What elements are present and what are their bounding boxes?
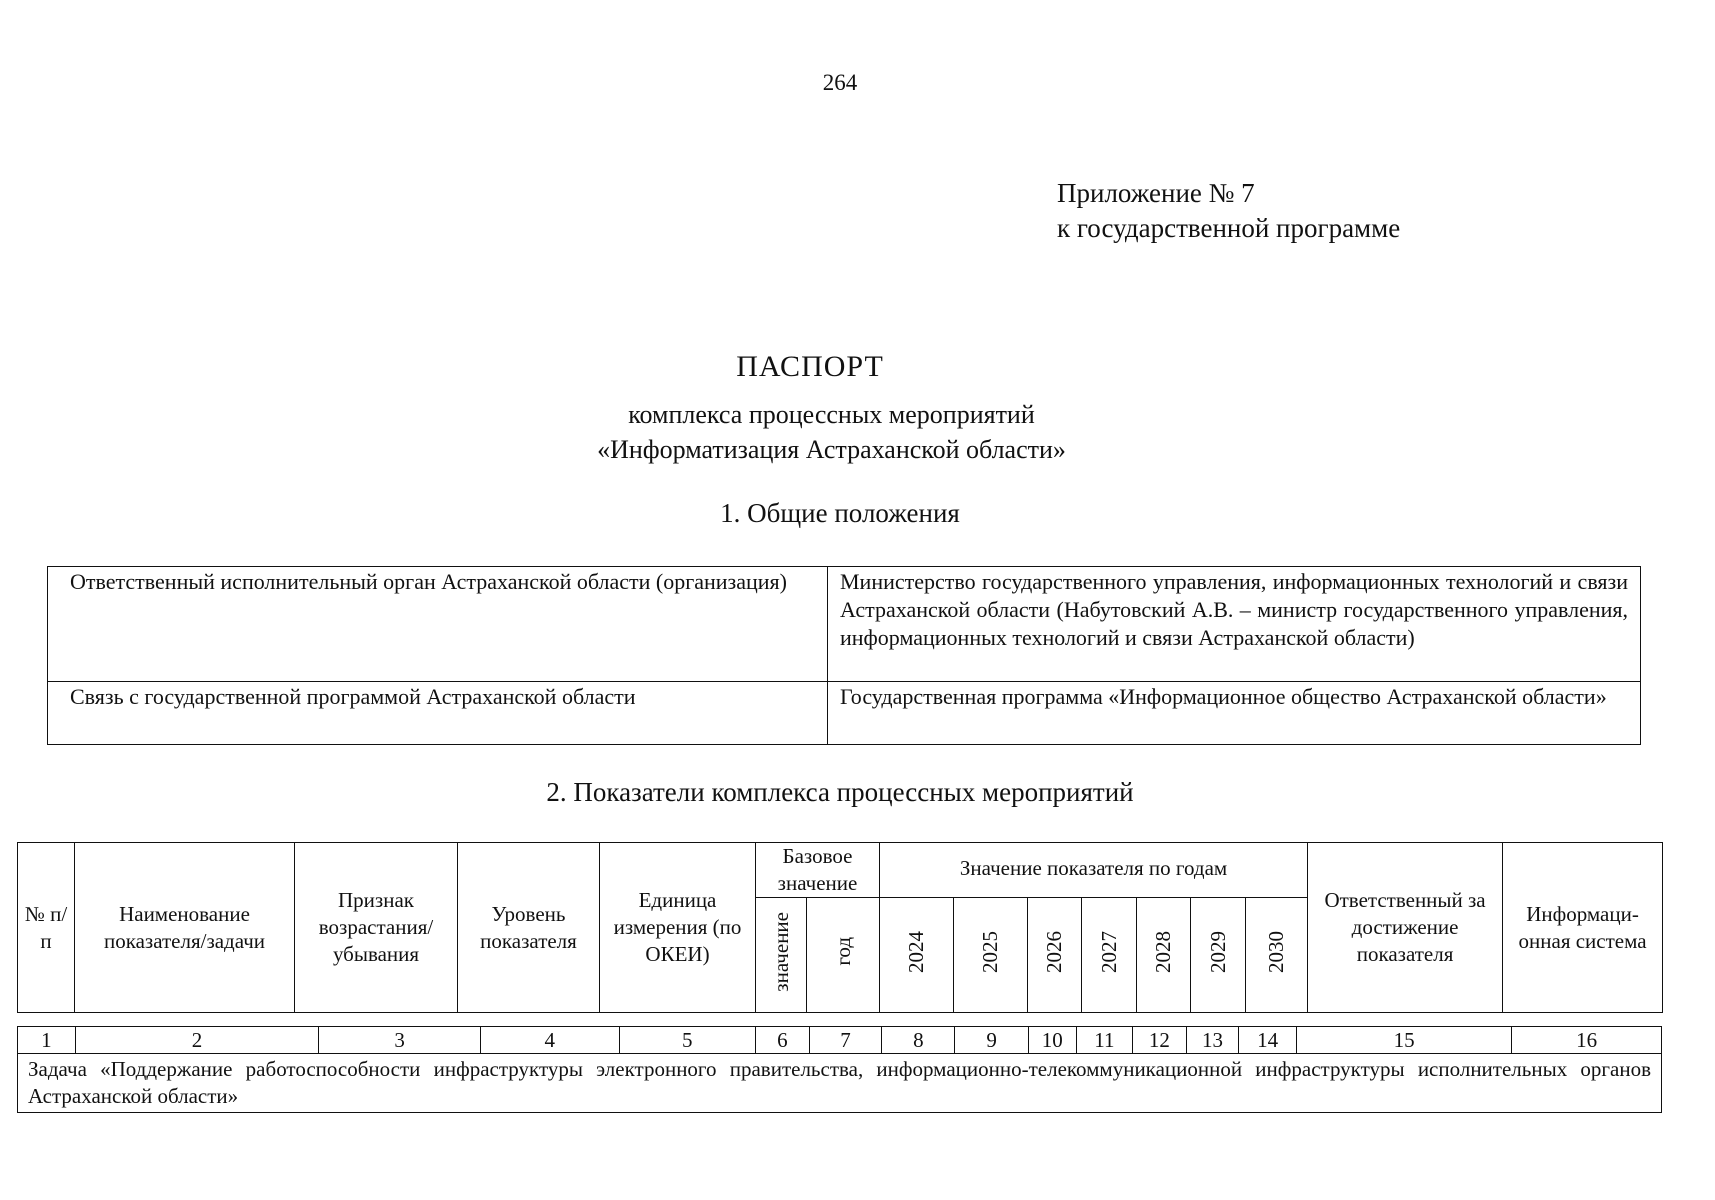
appendix-note — [1057, 176, 1400, 246]
indicators-body-table — [17, 1026, 1662, 1113]
column-number: 5 — [619, 1027, 755, 1054]
table-row — [48, 682, 1641, 745]
row-label-responsible-body: Ответственный исполнительный орган Астраханской области (организация) — [48, 567, 828, 682]
column-number: 14 — [1239, 1027, 1297, 1054]
section-1-heading: 1. Общие положения — [720, 498, 960, 528]
task-description: Задача «Поддержание работоспособности инфраструктуры электронного правительства, информационно-телекоммуникационной инфраструктуры исполнительных органов Астраханской области» — [18, 1054, 1662, 1113]
column-number: 12 — [1133, 1027, 1187, 1054]
column-number: 4 — [481, 1027, 620, 1054]
column-number: 1 — [18, 1027, 76, 1054]
row-value-program-link: Государственная программа «Информационное общество Астраханской области» — [828, 682, 1641, 745]
header-year-2027: 2027 — [1082, 898, 1137, 1013]
column-number: 2 — [75, 1027, 319, 1054]
column-number: 6 — [756, 1027, 810, 1054]
indicators-header-table — [17, 842, 1663, 1013]
subtitle-line-2: «Информатизация Астраханской области» — [597, 435, 1066, 464]
header-num: № п/п — [18, 843, 75, 1013]
column-number: 3 — [319, 1027, 481, 1054]
header-name: Наименование показателя/задачи — [75, 843, 295, 1013]
column-number: 16 — [1512, 1027, 1662, 1054]
column-number: 7 — [809, 1027, 882, 1054]
header-year-2024: 2024 — [880, 898, 954, 1013]
row-label-program-link: Связь с государственной программой Астраханской области — [48, 682, 828, 745]
column-number-row — [18, 1027, 1662, 1054]
column-number: 8 — [882, 1027, 955, 1054]
column-number: 13 — [1186, 1027, 1239, 1054]
header-row-top — [18, 843, 1663, 898]
document-subtitle — [0, 397, 1663, 467]
page-number: 264 — [822, 70, 858, 95]
column-number: 11 — [1076, 1027, 1133, 1054]
header-trend: Признак возрастания/ убывания — [295, 843, 458, 1013]
header-year-2026: 2026 — [1028, 898, 1082, 1013]
header-base-value-year: год — [807, 898, 880, 1013]
column-number: 9 — [955, 1027, 1029, 1054]
row-value-responsible-body: Министерство государственного управления, информационных технологий и связи Астраханской области (Набутовский А.В. – министр государственного управления, информационных технологий и связи Астраханской области) — [828, 567, 1641, 682]
general-provisions-table — [47, 566, 1641, 745]
header-year-2028: 2028 — [1137, 898, 1191, 1013]
appendix-line-2: к государственной программе — [1057, 213, 1401, 243]
header-info-system: Информаци-онная система — [1503, 843, 1663, 1013]
header-year-2030: 2030 — [1246, 898, 1308, 1013]
header-unit: Единица измерения (по ОКЕИ) — [600, 843, 756, 1013]
column-number: 10 — [1029, 1027, 1077, 1054]
column-number: 15 — [1296, 1027, 1511, 1054]
header-responsible: Ответственный за достижение показателя — [1308, 843, 1503, 1013]
header-base-value: Базовое значение — [756, 843, 880, 898]
section-2-heading: 2. Показатели комплекса процессных мероприятий — [546, 777, 1134, 807]
table-row — [48, 567, 1641, 682]
appendix-line-1: Приложение № 7 — [1057, 178, 1255, 208]
header-base-value-value: значение — [756, 898, 807, 1013]
header-year-2025: 2025 — [954, 898, 1028, 1013]
header-values-by-years: Значение показателя по годам — [880, 843, 1308, 898]
header-level: Уровень показателя — [458, 843, 600, 1013]
task-row — [18, 1054, 1662, 1113]
subtitle-line-1: комплекса процессных мероприятий — [628, 400, 1035, 429]
header-year-2029: 2029 — [1191, 898, 1246, 1013]
document-title: ПАСПОРТ — [736, 350, 884, 383]
